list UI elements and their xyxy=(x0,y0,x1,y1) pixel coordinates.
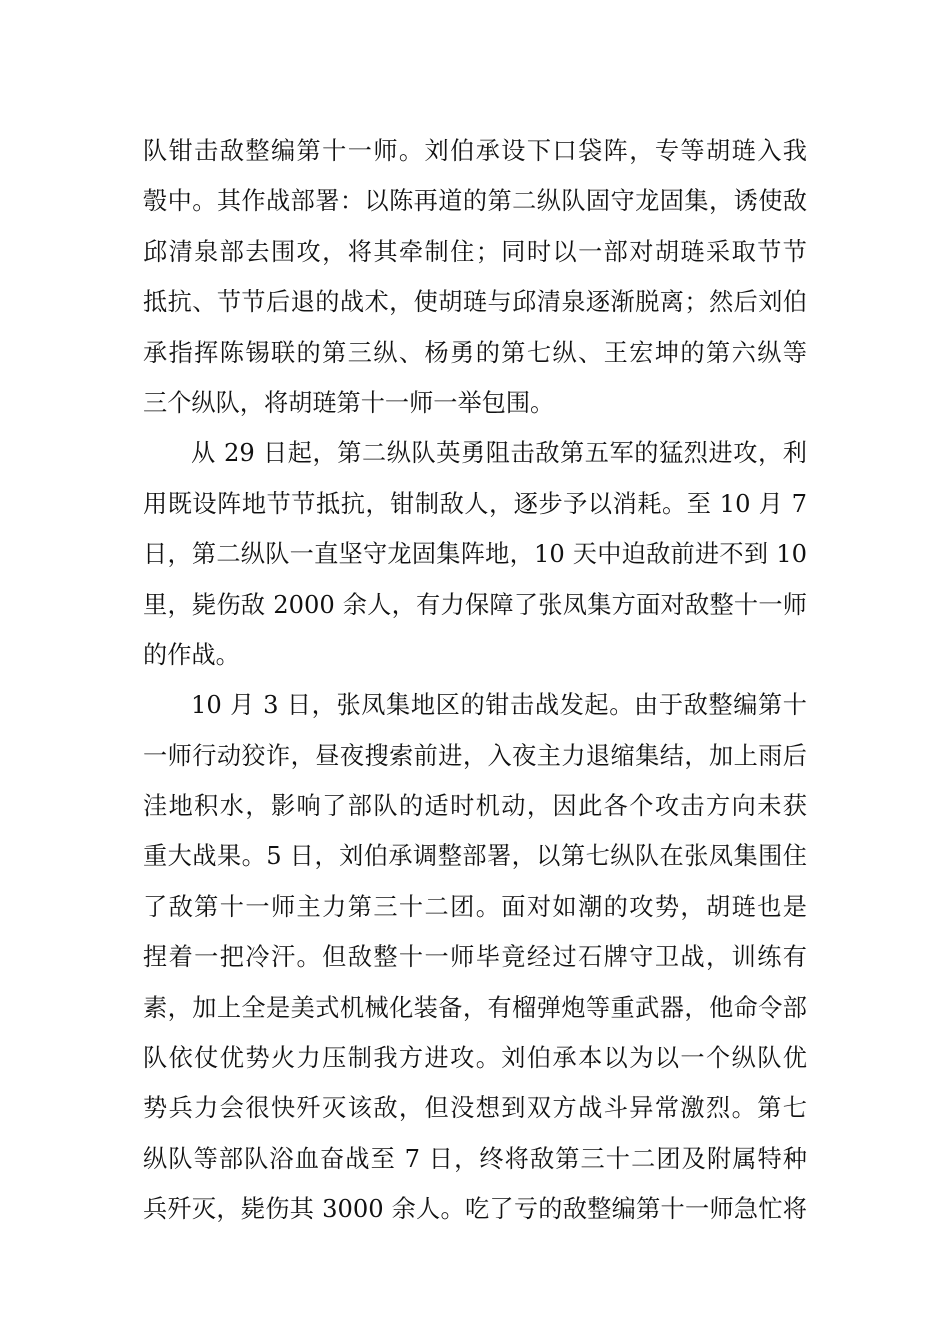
text-line: 抵抗、节节后退的战术，使胡琏与邱清泉逐渐脱离；然后刘伯 xyxy=(143,288,807,317)
text-line: 彀中。其作战部署：以陈再道的第二纵队固守龙固集，诱使敌 xyxy=(143,187,807,216)
text-line: 日，第二纵队一直坚守龙固集阵地，10 天中迫敌前进不到 10 xyxy=(143,540,807,569)
paragraph-first-line: 10 月 3 日，张凤集地区的钳击战发起。由于敌整编第十 xyxy=(191,691,807,720)
text-line: 势兵力会很快歼灭该敌，但没想到双方战斗异常激烈。第七 xyxy=(143,1094,807,1123)
document-page xyxy=(143,126,807,1235)
text-line: 兵歼灭，毙伤其 3000 余人。吃了亏的敌整编第十一师急忙将 xyxy=(143,1195,807,1224)
text-line: 承指挥陈锡联的第三纵、杨勇的第七纵、王宏坤的第六纵等 xyxy=(143,338,807,367)
text-line: 重大战果。5 日，刘伯承调整部署，以第七纵队在张凤集围住 xyxy=(143,842,807,871)
text-line: 一师行动狡诈，昼夜搜索前进，入夜主力退缩集结，加上雨后 xyxy=(143,741,807,770)
text-line: 三个纵队，将胡琏第十一师一举包围。 xyxy=(143,388,555,417)
text-line: 邱清泉部去围攻，将其牵制住；同时以一部对胡琏采取节节 xyxy=(143,237,807,266)
text-line: 里，毙伤敌 2000 余人，有力保障了张凤集方面对敌整十一师 xyxy=(143,590,807,619)
text-line: 用既设阵地节节抵抗，钳制敌人，逐步予以消耗。至 10 月 7 xyxy=(143,489,807,518)
text-line: 素，加上全是美式机械化装备，有榴弹炮等重武器，他命令部 xyxy=(143,993,807,1022)
text-line: 洼地积水，影响了部队的适时机动，因此各个攻击方向未获 xyxy=(143,792,807,821)
text-line: 队依仗优势火力压制我方进攻。刘伯承本以为以一个纵队优 xyxy=(143,1044,807,1073)
text-line: 纵队等部队浴血奋战至 7 日，终将敌第三十二团及附属特种 xyxy=(143,1144,807,1173)
text-line: 捏着一把冷汗。但敌整十一师毕竟经过石牌守卫战，训练有 xyxy=(143,943,807,972)
text-line: 了敌第十一师主力第三十二团。面对如潮的攻势，胡琏也是 xyxy=(143,892,807,921)
text-line: 的作战。 xyxy=(143,640,240,669)
text-line: 队钳击敌整编第十一师。刘伯承设下口袋阵，专等胡琏入我 xyxy=(143,137,807,165)
paragraph-first-line: 从 29 日起，第二纵队英勇阻击敌第五军的猛烈进攻，利 xyxy=(191,439,807,468)
